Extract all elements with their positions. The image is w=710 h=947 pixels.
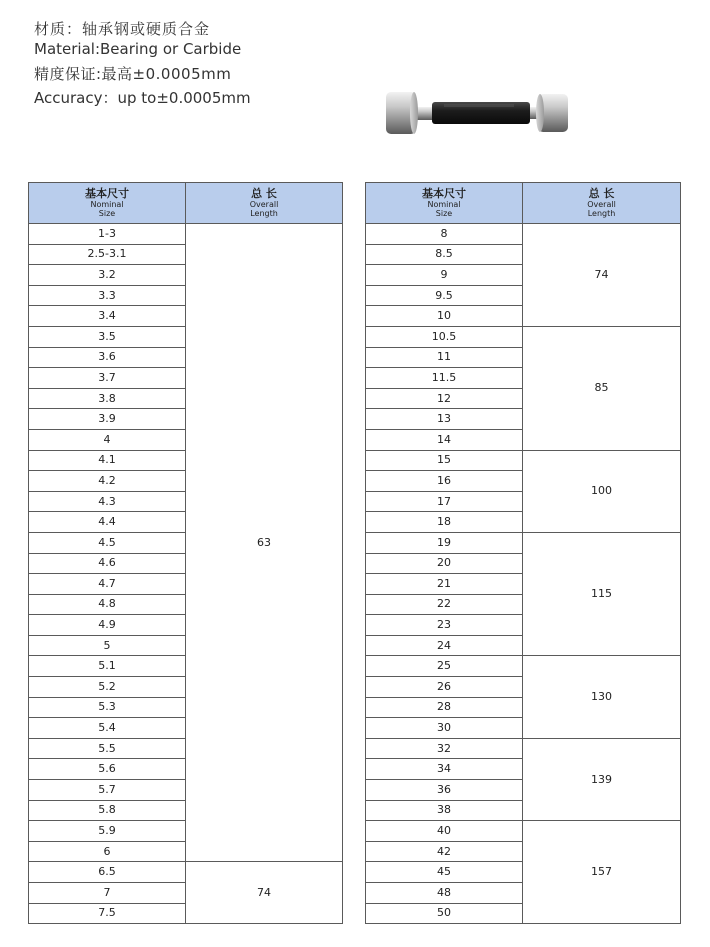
material-cn-text: 材质：轴承钢或硬质合金 [34,20,211,38]
header-size-en2: Size [435,209,453,218]
table-row [366,738,681,759]
nominal-size-cell: 3.3 [29,285,186,306]
nominal-size-cell: 8.5 [366,244,523,265]
nominal-size-cell: 4.3 [29,491,186,512]
pin-gauge-image [384,88,574,138]
nominal-size-cell: 5.5 [29,738,186,759]
header-size-cn: 基本尺寸 [422,187,466,200]
header-size-en2: Size [98,209,116,218]
nominal-size-cell: 5.7 [29,780,186,801]
nominal-size-cell: 38 [366,800,523,821]
table-row [366,656,681,677]
header-length-cn: 总 长 [251,187,277,200]
nominal-size-cell: 18 [366,512,523,533]
nominal-size-cell: 4.2 [29,471,186,492]
nominal-size-cell: 9.5 [366,285,523,306]
nominal-size-cell: 20 [366,553,523,574]
nominal-size-cell: 4.8 [29,594,186,615]
nominal-size-cell: 6.5 [29,862,186,883]
header-length-en1: Overall [587,200,616,209]
material-en-text: Material:Bearing or Carbide [34,40,242,58]
table-row [366,532,681,553]
accuracy-en-text: Accuracy：up to±0.0005mm [34,89,251,107]
nominal-size-cell: 8 [366,224,523,245]
nominal-size-cell: 42 [366,841,523,862]
overall-length-cell: 130 [523,656,681,738]
nominal-size-cell: 9 [366,265,523,286]
nominal-size-cell: 5.6 [29,759,186,780]
nominal-size-cell: 3.7 [29,368,186,389]
overall-length-cell: 139 [523,738,681,820]
nominal-size-cell: 2.5-3.1 [29,244,186,265]
nominal-size-cell: 25 [366,656,523,677]
overall-length-cell: 74 [523,224,681,327]
nominal-size-cell: 17 [366,491,523,512]
nominal-size-cell: 4.5 [29,532,186,553]
nominal-size-cell: 26 [366,677,523,698]
overall-length-cell: 115 [523,532,681,656]
nominal-size-cell: 4.6 [29,553,186,574]
header-size-cn: 基本尺寸 [85,187,129,200]
table-row [366,326,681,347]
nominal-size-cell: 5 [29,635,186,656]
nominal-size-cell: 32 [366,738,523,759]
nominal-size-cell: 5.1 [29,656,186,677]
nominal-size-cell: 3.4 [29,306,186,327]
nominal-size-cell: 4.4 [29,512,186,533]
nominal-size-cell: 40 [366,821,523,842]
header-size-en1: Nominal [427,200,461,209]
nominal-size-cell: 5.9 [29,821,186,842]
nominal-size-cell: 12 [366,388,523,409]
nominal-size-cell: 34 [366,759,523,780]
nominal-size-cell: 19 [366,532,523,553]
table-row [366,450,681,471]
nominal-size-cell: 11.5 [366,368,523,389]
nominal-size-cell: 36 [366,780,523,801]
nominal-size-cell: 50 [366,903,523,924]
nominal-size-cell: 5.4 [29,718,186,739]
overall-length-cell: 100 [523,450,681,532]
table-row [366,821,681,842]
nominal-size-cell: 3.5 [29,326,186,347]
table-header-row [366,183,681,224]
overall-length-cell: 74 [186,862,343,924]
nominal-size-cell: 13 [366,409,523,430]
nominal-size-cell: 4 [29,429,186,450]
nominal-size-cell: 16 [366,471,523,492]
overall-length-cell: 63 [186,224,343,862]
header-overall-length [523,183,681,224]
nominal-size-cell: 30 [366,718,523,739]
table-row [29,224,343,245]
nominal-size-cell: 6 [29,841,186,862]
header-length-en2: Length [587,209,616,218]
nominal-size-cell: 4.1 [29,450,186,471]
table-row [29,862,343,883]
nominal-size-cell: 45 [366,862,523,883]
nominal-size-cell: 10 [366,306,523,327]
nominal-size-cell: 3.2 [29,265,186,286]
accuracy-cn-text: 精度保证:最高±0.0005mm [34,65,232,83]
nominal-size-cell: 22 [366,594,523,615]
header-length-cn: 总 长 [588,187,615,200]
nominal-size-cell: 21 [366,574,523,595]
header-nominal-size [29,183,186,224]
header-overall-length [186,183,343,224]
nominal-size-cell: 5.8 [29,800,186,821]
table-header-row [29,183,343,224]
nominal-size-cell: 5.3 [29,697,186,718]
nominal-size-cell: 48 [366,883,523,904]
nominal-size-cell: 7.5 [29,903,186,924]
nominal-size-cell: 15 [366,450,523,471]
header-nominal-size [366,183,523,224]
nominal-size-cell: 3.8 [29,388,186,409]
table-body [29,224,343,924]
nominal-size-cell: 11 [366,347,523,368]
nominal-size-cell: 24 [366,635,523,656]
header-length-en1: Overall [249,200,279,209]
nominal-size-cell: 7 [29,883,186,904]
nominal-size-cell: 14 [366,429,523,450]
size-table-left [28,182,343,924]
table-row [366,224,681,245]
nominal-size-cell: 10.5 [366,326,523,347]
nominal-size-cell: 3.6 [29,347,186,368]
nominal-size-cell: 4.7 [29,574,186,595]
nominal-size-cell: 4.9 [29,615,186,636]
header-length-en2: Length [250,209,278,218]
nominal-size-cell: 3.9 [29,409,186,430]
nominal-size-cell: 1-3 [29,224,186,245]
table-body [366,224,681,924]
nominal-size-cell: 23 [366,615,523,636]
nominal-size-cell: 5.2 [29,677,186,698]
size-table-right [365,182,681,924]
nominal-size-cell: 28 [366,697,523,718]
overall-length-cell: 157 [523,821,681,924]
header-size-en1: Nominal [90,200,124,209]
overall-length-cell: 85 [523,326,681,450]
